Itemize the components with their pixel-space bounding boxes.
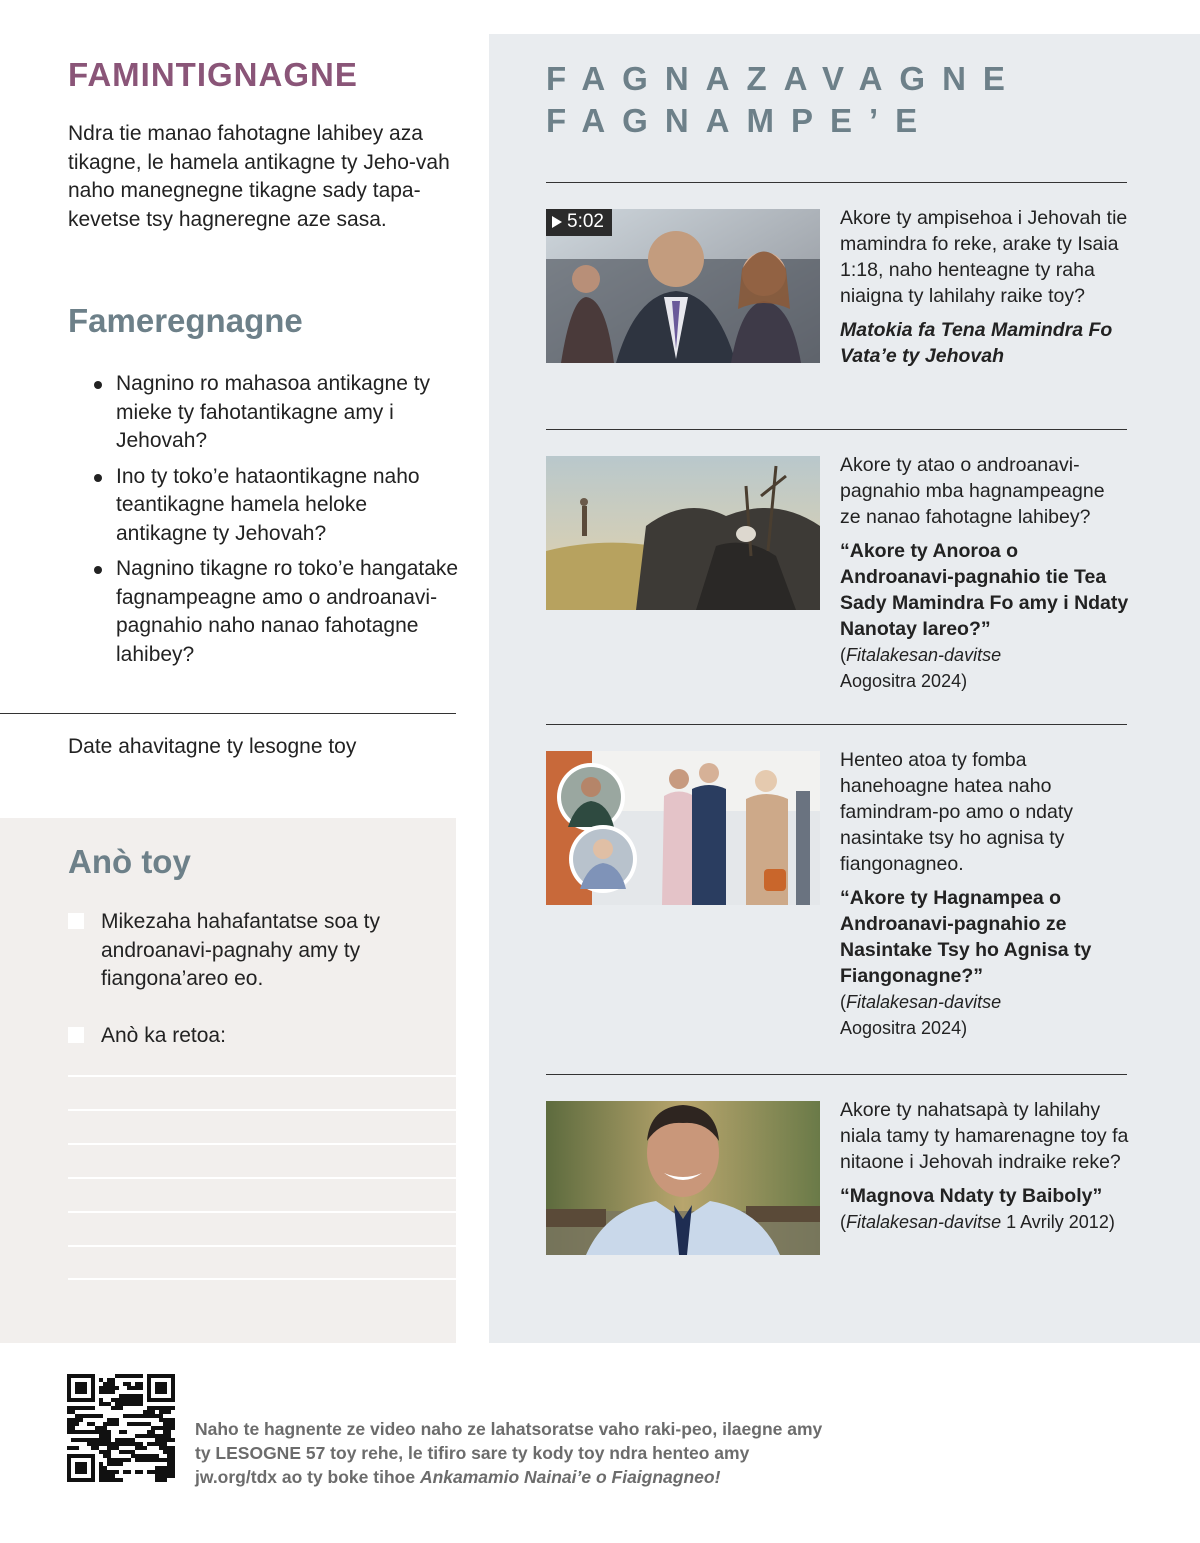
resource-description: Akore ty ampisehoa i Jehovah tie mamindra fo reke, arake ty Isaia 1:18, naho henteagne ty raha niaigna ty lahilahy raike toy? <box>840 207 1128 307</box>
resource-source: (Fitalakesan-davitse Aogositra 2024) <box>840 645 1002 691</box>
resource-description: Henteo atoa ty fomba hanehoagne hatea naho famindram-po amo o ndaty nasintake tsy ho agnisa ty fiangonagneo. <box>840 749 1074 875</box>
resource-item <box>840 1097 1130 1235</box>
question-list <box>90 370 460 676</box>
resource-description: Akore ty atao o androanavi-pagnahio mba hagnampeagne ze nanao fahotagne lahibey? <box>840 454 1105 528</box>
article-image[interactable] <box>546 1101 820 1255</box>
resource-title[interactable]: “Magnova Ndaty ty Baiboly” <box>840 1185 1103 1207</box>
article-image[interactable] <box>546 751 820 905</box>
resource-item <box>840 747 1130 1041</box>
goal-box <box>0 818 456 1343</box>
intro-paragraph: Ndra tie manao fahotagne lahibey aza tikagne, le hamela antikagne ty Jeho-vah naho manegnegne tikagne sady tapa-kevetse tsy hagneregne aze sasa. <box>68 122 450 231</box>
goal-checkbox[interactable] <box>68 1027 84 1043</box>
video-thumbnail[interactable] <box>546 209 820 363</box>
right-divider <box>546 724 1127 725</box>
resource-title[interactable]: “Akore ty Hagnampea o Androanavi-pagnahio ze Nasintake Tsy ho Agnisa ty Fiangonagne?” <box>840 887 1092 987</box>
goal-heading: Anò toy <box>68 843 191 880</box>
writing-line[interactable] <box>68 1143 456 1145</box>
resource-source: (Fitalakesan-davitse Aogositra 2024) <box>840 992 1002 1038</box>
think-heading: Fameregnagne <box>68 302 303 339</box>
right-divider <box>546 182 1127 183</box>
goal-text: Anò ka retoa: <box>101 1024 226 1047</box>
resource-title[interactable]: Matokia fa Tena Mamindra Fo Vata’e ty Jehovah <box>840 319 1113 367</box>
left-divider <box>0 713 456 714</box>
discover-more-heading: FAGNAZAVAGNE FAGNAMPE’E <box>546 60 1022 139</box>
right-divider <box>546 429 1127 430</box>
question-item: Nagnino ro mahasoa antikagne ty mieke ty fahotantikagne amy i Jehovah? <box>90 370 460 456</box>
goal-text: Mikezaha hahafantatse soa ty androanavi-pagnahy amy ty fiangona’areo eo. <box>101 910 381 990</box>
date-completed-label: Date ahavitagne ty lesogne toy <box>68 735 357 758</box>
writing-line[interactable] <box>68 1177 456 1179</box>
question-item: Nagnino tikagne ro toko’e hangatake fagnampeagne amo o androanavi-pagnahio naho nanao fahotagne lahibey? <box>90 555 460 669</box>
writing-line[interactable] <box>68 1278 456 1280</box>
article-image[interactable] <box>546 456 820 610</box>
play-icon <box>552 216 562 228</box>
qr-code[interactable] <box>67 1374 175 1482</box>
resource-item <box>840 205 1130 369</box>
writing-line[interactable] <box>68 1245 456 1247</box>
question-item: Ino ty toko’e hataontikagne naho teantikagne hamela heloke antikagne ty Jehovah? <box>90 463 460 549</box>
writing-line[interactable] <box>68 1211 456 1213</box>
resource-source: (Fitalakesan-davitse 1 Avrily 2012) <box>840 1212 1115 1232</box>
goal-checkbox[interactable] <box>68 913 84 929</box>
right-divider <box>546 1074 1127 1075</box>
goal-item <box>68 908 428 994</box>
writing-line[interactable] <box>68 1109 456 1111</box>
writing-line[interactable] <box>68 1075 456 1077</box>
goal-item <box>68 1022 428 1051</box>
resource-item <box>840 452 1130 694</box>
review-heading: FAMINTIGNAGNE <box>68 56 358 93</box>
resource-title[interactable]: “Akore ty Anoroa o Androanavi-pagnahio tie Tea Sady Mamindra Fo amy i Ndaty Nanotay Iareo?” <box>840 540 1129 640</box>
resource-description: Akore ty nahatsapà ty lahilahy niala tamy ty hamarenagne toy fa nitaone i Jehovah indraike reke? <box>840 1099 1129 1173</box>
footer-note: Naho te hagnente ze video naho ze lahatsoratse vaho raki-peo, ilaegne amy ty LESOGNE 57 toy rehe, le tifiro sare ty kody toy ndra henteo amy jw.org/tdx ao ty boke tihoe Ankamamio Nainai’e o Fiaignagneo! <box>195 1419 823 1487</box>
video-duration-badge: 5:02 <box>546 209 612 236</box>
